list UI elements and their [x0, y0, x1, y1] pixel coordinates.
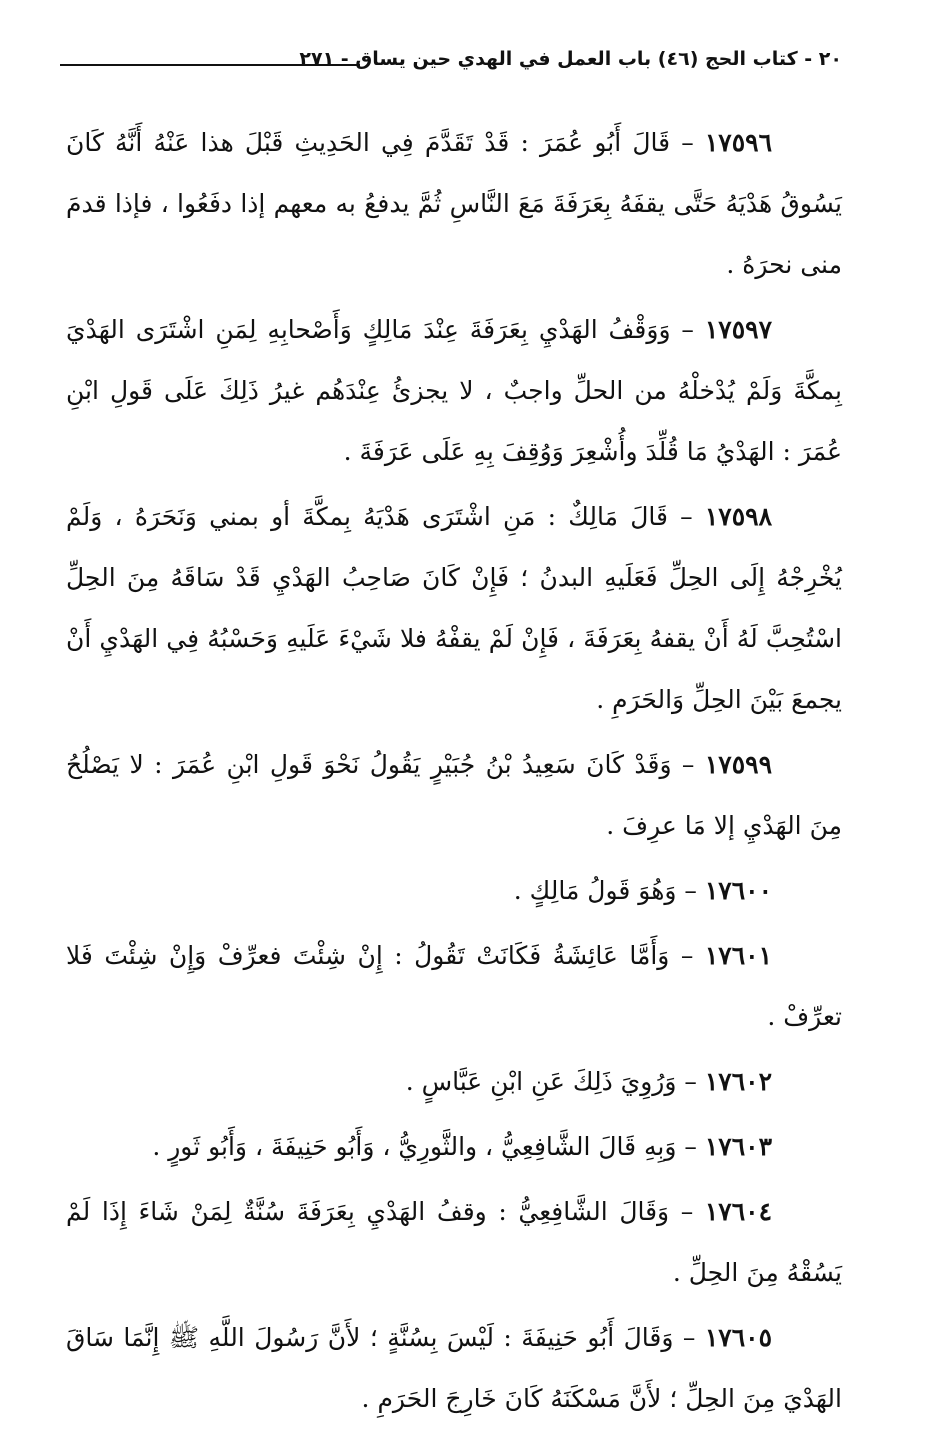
paragraph-text: – وَأَمَّا عَائِشَةُ فَكَانَتْ تَقُولُ : إِنْ شِئْتَ فعرِّفْ وَإِنْ شِئْتَ فَلا تعرِّفْ . [66, 941, 842, 1031]
page-body [66, 112, 842, 1433]
paragraph-number: ١٧٥٩٧ [704, 315, 772, 344]
header-title: ٢٠ - كتاب الحج (٤٦) باب العمل في الهدي حين يساق - ٢٧١ [299, 48, 842, 70]
paragraph-text: – وَهُوَ قَولُ مَالِكٍ . [513, 876, 697, 905]
paragraph-number: ١٧٦٠٥ [704, 1323, 772, 1352]
paragraph-number: ١٧٦٠٢ [704, 1067, 772, 1096]
paragraph-17601 [66, 925, 842, 1047]
paragraph-17602 [66, 1051, 842, 1112]
paragraph-number: ١٧٦٠٤ [704, 1197, 772, 1226]
paragraph-number: ١٧٥٩٩ [704, 750, 772, 779]
paragraph-text: – وَبِهِ قَالَ الشَّافِعِيُّ ، والثَّورِيُّ ، وَأَبُو حَنِيفَةَ ، وَأَبُو ثَورٍ . [152, 1132, 697, 1161]
paragraph-text: – وَقَالَ الشَّافِعِيُّ : وقفُ الهَدْيِ بِعَرَفَةَ سُنَّةٌ لِمَنْ شَاءَ إِذَا لَمْ يَسُقْهُ مِنَ الحِلِّ . [66, 1197, 842, 1287]
paragraph-text: – وَقَالَ أَبُو حَنِيفَةَ : لَيْسَ بِسُنَّةٍ ؛ لأَنَّ رَسُولَ اللَّهِ ﷺ إِنَّمَا سَاقَ الهَدْيَ مِنَ الحِلِّ ؛ لأَنَّ مَسْكَنَهُ كَانَ خَارِجَ الحَرَمِ . [66, 1323, 842, 1413]
header-rule [60, 64, 360, 66]
paragraph-number: ١٧٦٠٠ [704, 876, 772, 905]
paragraph-number: ١٧٦٠٣ [704, 1132, 772, 1161]
paragraph-number: ١٧٦٠١ [704, 941, 772, 970]
paragraph-text: – وَرُوِيَ ذَلِكَ عَنِ ابْنِ عَبَّاسٍ . [405, 1067, 697, 1096]
paragraph-17596 [66, 112, 842, 295]
paragraph-number: ١٧٥٩٦ [704, 128, 772, 157]
paragraph-text: – قَالَ مَالِكٌ : مَنِ اشْتَرَى هَدْيَهُ بِمكَّةَ أو بمني وَنَحَرَهُ ، وَلَمْ يُخْرِجْهُ إِلَى الحِلِّ فَعَلَيهِ البدنُ ؛ فَإِنْ كَانَ صَاحِبُ الهَدْيِ قَدْ سَاقَهُ مِنَ الحِلِّ اسْتُحِبَّ لَهُ أَنْ يقفهُ بِعَرَفَةَ ، فَإِنْ لَمْ يقفْهُ فلا شَيْءَ عَلَيهِ وَحَسْبُهُ فِي الهَدْيِ أَنْ يجمعَ بَيْنَ الحِلِّ وَالحَرَمِ . [66, 502, 842, 714]
paragraph-17599 [66, 734, 842, 856]
paragraph-number: ١٧٥٩٨ [704, 502, 772, 531]
paragraph-text: – وَقَدْ كَانَ سَعِيدُ بْنُ جُبَيْرٍ يَقُولُ نَحْوَ قَولِ ابْنِ عُمَرَ : لا يَصْلُحُ مِنَ الهَدْيِ إلا مَا عرِفَ . [66, 750, 842, 840]
paragraph-17605 [66, 1307, 842, 1429]
paragraph-17604 [66, 1181, 842, 1303]
paragraph-17600 [66, 860, 842, 921]
running-header [60, 40, 842, 80]
paragraph-17598 [66, 486, 842, 730]
paragraph-text: – قَالَ أَبُو عُمَرَ : قَدْ تَقَدَّمَ فِي الحَدِيثِ قَبْلَ هذا عَنْهُ أَنَّهُ كَانَ يَسُوقُ هَدْيَهُ حَتَّى يقفَهُ بِعَرَفَةَ مَعَ النَّاسِ ثُمَّ يدفعُ به معهم إذا دفَعُوا ، فإذا قدمَ منى نحرَهُ . [66, 128, 842, 279]
paragraph-17597 [66, 299, 842, 482]
paragraph-17603 [66, 1116, 842, 1177]
paragraph-text: – وَوَقْفُ الهَدْيِ بِعَرَفَةَ عِنْدَ مَالِكٍ وَأَصْحابِهِ لِمَنِ اشْتَرَى الهَدْيَ بِمكَّةَ وَلَمْ يُدْخلْهُ من الحلِّ واجبٌ ، لا يجزئُ عِنْدَهُم غيرُ ذَلِكَ عَلَى قَولِ ابْنِ عُمَرَ : الهَدْيُ مَا قُلِّدَ وأُشْعِرَ وَوُقِفَ بِهِ عَلَى عَرَفَةَ . [66, 315, 842, 466]
